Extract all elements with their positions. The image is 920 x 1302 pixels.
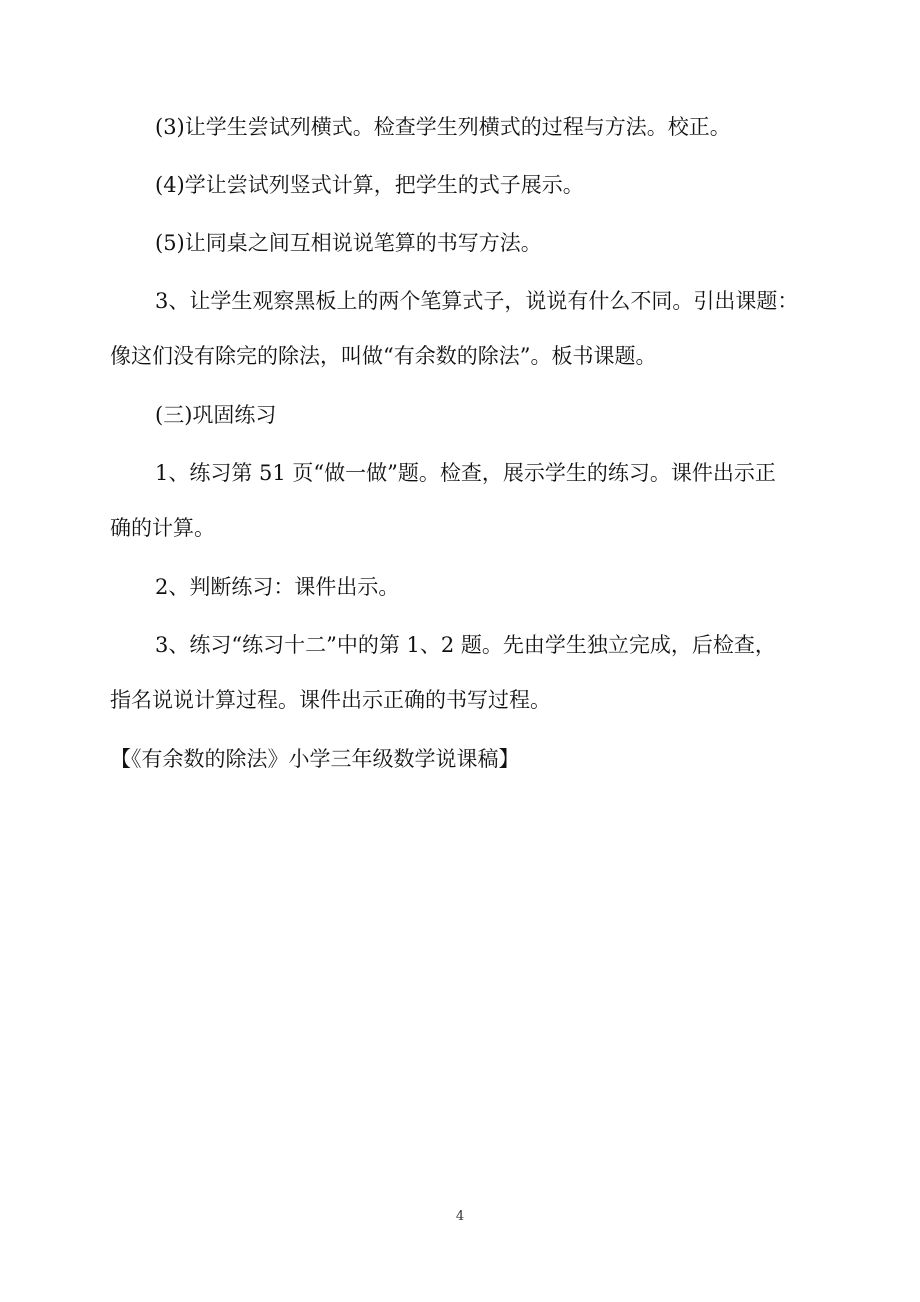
- paragraph-exercise-1-line-2: 确的计算。: [110, 516, 215, 540]
- paragraph-exercise-2: 2、判断练习：课件出示。: [155, 575, 400, 599]
- paragraph-step-4: (4)学让尝试列竖式计算，把学生的式子展示。: [155, 173, 584, 197]
- section-heading-consolidation: (三)巩固练习: [155, 403, 277, 427]
- closing-title: 【《有余数的除法》小学三年级数学说课稿】: [110, 747, 520, 771]
- paragraph-exercise-3-line-1: 3、练习“练习十二”中的第 1、2 题。先由学生独立完成，后检查，: [155, 633, 776, 657]
- paragraph-item-3-line-1: 3、让学生观察黑板上的两个笔算式子，说说有什么不同。引出课题：: [155, 289, 799, 313]
- page-number: 4: [455, 1209, 465, 1224]
- paragraph-exercise-3-line-2: 指名说说计算过程。课件出示正确的书写过程。: [110, 688, 551, 712]
- paragraph-step-5: (5)让同桌之间互相说说笔算的书写方法。: [155, 231, 542, 255]
- paragraph-item-3-line-2: 像这们没有除完的除法，叫做“有余数的除法”。板书课题。: [110, 344, 657, 368]
- paragraph-exercise-1-line-1: 1、练习第 51 页“做一做”题。检查，展示学生的练习。课件出示正: [155, 461, 776, 485]
- paragraph-step-3: (3)让学生尝试列横式。检查学生列横式的过程与方法。校正。: [155, 115, 731, 139]
